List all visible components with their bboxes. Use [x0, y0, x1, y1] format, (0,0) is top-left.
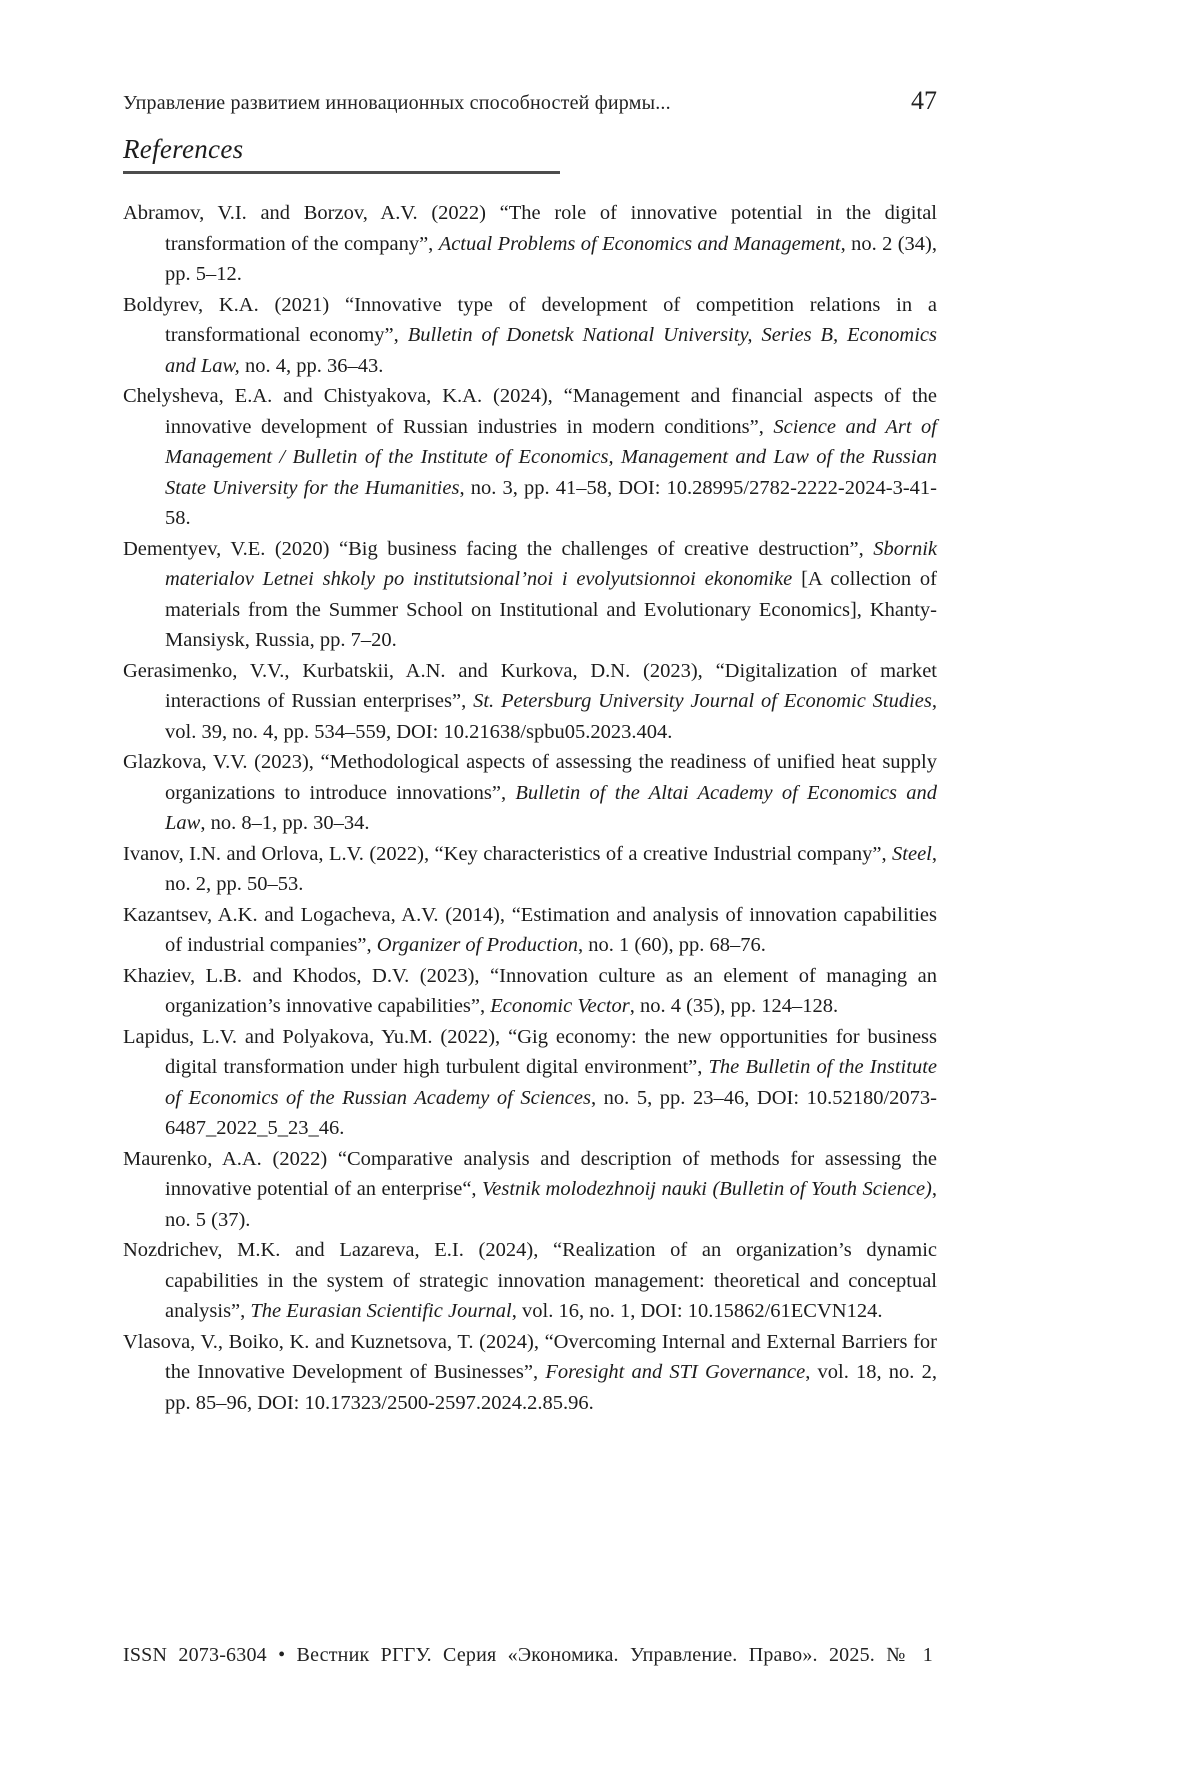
reference-text: no. 4, pp. 36–43. [239, 354, 384, 377]
reference-entry [123, 747, 937, 839]
running-head [123, 86, 937, 116]
reference-text: , no. 3, pp. 41–58, DOI: 10.28995/2782-2222-2024-3-41-58. [165, 476, 937, 529]
reference-text: [A collection of materials from the Summer School on Institutional and Evolutionary Economics], Khanty-Mansiysk, Russia, pp. 7–20. [165, 568, 937, 651]
reference-text: Khaziev, L.B. and Khodos, D.V. (2023), “Innovation culture as an element of managing an organization’s innovative capabilities”, [123, 964, 937, 1017]
reference-source-title: Steel [892, 842, 932, 865]
reference-source-title: The Bulletin of the Institute of Economics of the Russian Academy of Sciences [165, 1056, 937, 1109]
reference-source-title: Sbornik materialov Letnei shkoly po institutsional’noi i evolyutsionnoi ekonomike [165, 537, 937, 590]
reference-entry [123, 290, 937, 382]
reference-entry [123, 381, 937, 534]
reference-text: , no. 4 (35), pp. 124–128. [629, 995, 839, 1017]
reference-source-title: Economic Vector [490, 995, 630, 1017]
reference-entry [123, 1327, 937, 1419]
reference-source-title: Actual Problems of Economics and Management [438, 232, 841, 255]
reference-source-title: The Eurasian Scientific Journal [250, 1300, 512, 1322]
reference-text: , no. 8–1, pp. 30–34. [200, 812, 370, 834]
reference-text: Gerasimenko, V.V., Kurbatskii, A.N. and Kurkova, D.N. (2023), “Digitalization of market interactions of Russian enterprises”, [123, 659, 937, 712]
reference-entry [123, 656, 937, 748]
reference-source-title: St. Petersburg University Journal of Economic Studies [473, 690, 932, 712]
reference-entry [123, 1235, 937, 1327]
reference-text: Kazantsev, A.K. and Logacheva, A.V. (2014), “Estimation and analysis of innovation capabilities of industrial companies”, [123, 903, 937, 956]
reference-text: , no. 2 (34), pp. 5–12. [165, 232, 937, 285]
reference-entry [123, 534, 937, 656]
reference-source-title: Bulletin of the Altai Academy of Economics and Law [165, 781, 937, 834]
section-title: References [123, 134, 244, 164]
reference-entry [123, 839, 937, 900]
reference-text: Abramov, V.I. and Borzov, A.V. (2022) “The role of innovative potential in the digital transformation of the company”, [123, 202, 937, 255]
reference-text: , vol. 16, no. 1, DOI: 10.15862/61ECVN124. [511, 1300, 883, 1322]
references-list [123, 198, 937, 1418]
reference-text: Chelysheva, E.A. and Chistyakova, K.A. (2024), “Management and financial aspects of the innovative development of Russian industries in modern conditions”, [123, 385, 937, 438]
reference-text: , no. 2, pp. 50–53. [165, 842, 937, 895]
reference-text: Boldyrev, K.A. (2021) “Innovative type of development of competition relations in a transformational economy”, [123, 293, 937, 346]
reference-text: , no. 5, pp. 23–46, DOI: 10.52180/2073-6487_2022_5_23_46. [165, 1086, 938, 1139]
footer-imprint: ISSN 2073-6304 • Вестник РГГУ. Серия «Экономика. Управление. Право». 2025. № 1 [123, 1644, 933, 1666]
reference-entry [123, 1144, 937, 1236]
reference-text: Dementyev, V.E. (2020) “Big business facing the challenges of creative destruction”, [123, 537, 874, 560]
section-head [123, 134, 937, 174]
reference-text: Nozdrichev, M.K. and Lazareva, E.I. (2024), “Realization of an organization’s dynamic capabilities in the system of strategic innovation management: theoretical and conceptual analysis”, [123, 1239, 937, 1322]
reference-source-title: Bulletin of Donetsk National University, Series B, Economics and Law, [165, 324, 937, 377]
reference-source-title: Foresight and STI Governance [545, 1361, 806, 1383]
reference-source-title: Vestnik molodezhnoij nauki (Bulletin of Youth Science) [482, 1178, 932, 1200]
reference-text: Vlasova, V., Boiko, K. and Kuznetsova, T. (2024), “Overcoming Internal and External Barriers for the Innovative Development of Businesses”, [123, 1330, 937, 1383]
reference-entry [123, 900, 937, 961]
reference-entry [123, 1022, 937, 1144]
reference-entry [123, 198, 937, 290]
reference-entry [123, 961, 937, 1022]
reference-text: Ivanov, I.N. and Orlova, L.V. (2022), “Key characteristics of a creative Industrial company”, [123, 842, 893, 865]
reference-source-title: Science and Art of Management / Bulletin of the Institute of Economics, Management and Law of the Russian State University for the Humanities [165, 415, 937, 499]
reference-text: Lapidus, L.V. and Polyakova, Yu.M. (2022), “Gig economy: the new opportunities for business digital transformation under high turbulent digital environment”, [123, 1025, 937, 1078]
reference-text: , no. 1 (60), pp. 68–76. [577, 934, 766, 956]
reference-text: , no. 5 (37). [165, 1178, 938, 1231]
running-title: Управление развитием инновационных способностей фирмы... [123, 92, 671, 114]
reference-text: Maurenko, A.A. (2022) “Comparative analysis and description of methods for assessing the innovative potential of an enterprise“, [123, 1147, 937, 1200]
reference-source-title: Organizer of Production [376, 934, 578, 956]
page-number: 47 [911, 86, 937, 115]
reference-text: , vol. 39, no. 4, pp. 534–559, DOI: 10.21638/spbu05.2023.404. [165, 690, 937, 743]
section-title-rule [123, 171, 560, 174]
reference-text: Glazkova, V.V. (2023), “Methodological aspects of assessing the readiness of unified heat supply organizations to introduce innovations”, [123, 751, 937, 804]
reference-text: , vol. 18, no. 2, pp. 85–96, DOI: 10.17323/2500-2597.2024.2.85.96. [165, 1361, 937, 1414]
